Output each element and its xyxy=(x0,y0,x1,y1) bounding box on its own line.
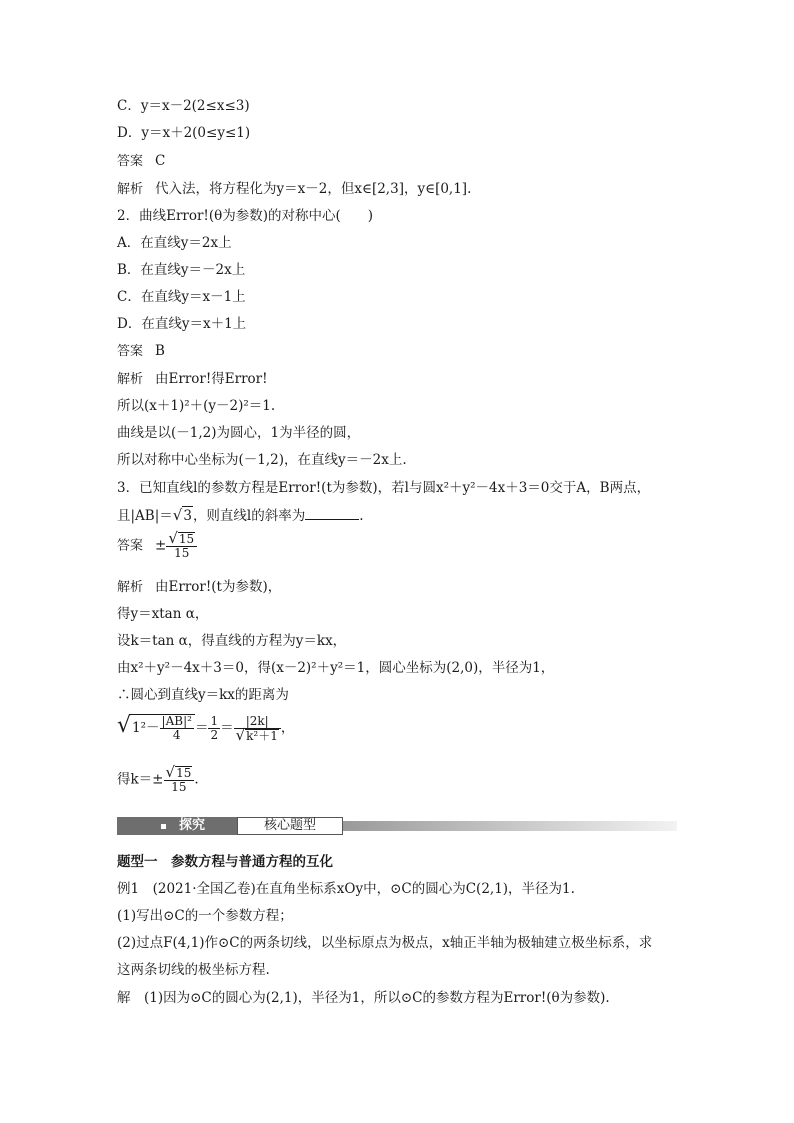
answer-2 xyxy=(117,342,165,361)
solution: 解 (1)因为⊙C的圆心为(2,1)，半径为1，所以⊙C的参数方程为Error!(θ为参数). xyxy=(117,990,610,1006)
answer-blank xyxy=(305,507,359,520)
step-line: ∴圆心到直线y＝kx的距离为 xyxy=(117,687,289,703)
banner-right-label: 核心题型 xyxy=(237,817,343,835)
section-banner xyxy=(117,817,677,835)
answer-value: C xyxy=(155,153,166,169)
text-segment: 且|AB|＝ xyxy=(117,508,173,524)
analysis-3 xyxy=(117,578,281,597)
numerator: 15 xyxy=(178,532,195,546)
answer-label: 答案 xyxy=(117,344,144,359)
fraction: $\frac{√15}{15}$ xyxy=(164,766,195,794)
banner-left-label: 探究 xyxy=(179,818,206,833)
option-2a: A．在直线y＝2x上 xyxy=(117,235,232,251)
numerator: |AB|² xyxy=(161,714,192,728)
section-title: 题型一 参数方程与普通方程的互化 xyxy=(117,854,333,870)
answer-label: 答案 xyxy=(117,154,144,169)
denominator: 4 xyxy=(172,728,181,742)
equals: ＝ xyxy=(220,720,234,736)
analysis-label: 解析 xyxy=(117,182,144,197)
sqrt-sign: √ xyxy=(172,506,183,524)
answer-value: B xyxy=(155,343,165,359)
equals: ＝ xyxy=(194,720,209,736)
analysis-text: 代入法，将方程化为y＝x－2，但x∈[2,3]，y∈[0,1]. xyxy=(155,181,472,197)
text-segment: . xyxy=(194,771,199,788)
numerator: 1 xyxy=(210,714,219,728)
answer-3 xyxy=(117,529,197,560)
radicand: k²＋1 xyxy=(246,728,278,743)
example-1-part2: (2)过点F(4,1)作⊙C的两条切线，以坐标原点为极点，x轴正半轴为极轴建立极坐标系，求 xyxy=(117,935,653,951)
analysis-label: 解析 xyxy=(117,580,144,595)
answer-1 xyxy=(117,152,165,171)
sqrt-sign: √ xyxy=(117,713,132,738)
denominator: 15 xyxy=(174,546,190,560)
example-1-part2-cont: 这两条切线的极坐标方程. xyxy=(117,962,270,978)
analysis-2 xyxy=(117,370,268,389)
step-line: 曲线是以(－1,2)为圆心，1为半径的圆， xyxy=(117,425,361,441)
step-line: 设k＝tan α，得直线的方程为y＝kx， xyxy=(117,633,347,649)
text-segment: ，则直线l的斜率为 xyxy=(192,508,306,524)
text-segment: 1²－ xyxy=(132,720,160,736)
option-c: C．y＝x－2(2≤x≤3) xyxy=(117,98,250,114)
banner-bar xyxy=(117,817,237,835)
sqrt-value: 3 xyxy=(183,508,192,524)
denominator: 15 xyxy=(171,780,187,794)
option-2b: B．在直线y＝－2x上 xyxy=(117,262,246,278)
fraction: $\frac{√15}{15}$ xyxy=(166,532,197,560)
fraction xyxy=(160,715,194,742)
step-line: 得y＝xtan α， xyxy=(117,606,209,622)
numerator: 15 xyxy=(176,766,192,780)
analysis-text: 由Error!(t为参数)， xyxy=(155,579,282,595)
distance-equation xyxy=(117,714,294,743)
denominator: √k²＋1 xyxy=(235,725,278,744)
option-2c: C．在直线y＝x－1上 xyxy=(117,289,246,305)
example-1: 例1 (2021·全国乙卷)在直角坐标系xOy中，⊙C的圆心为C(2,1)，半径为1. xyxy=(117,881,575,897)
radicand xyxy=(131,714,195,742)
text-segment: . xyxy=(359,508,364,524)
fraction xyxy=(234,715,281,743)
denominator: 2 xyxy=(210,728,219,742)
numerator: |2k| xyxy=(234,715,281,729)
answer-label: 答案 xyxy=(117,538,144,554)
question-2: 2．曲线Error!(θ为参数)的对称中心( ) xyxy=(117,208,374,224)
plus-minus: ± xyxy=(155,537,167,554)
option-d: D．y＝x＋2(0≤y≤1) xyxy=(117,125,251,141)
result-line xyxy=(117,763,199,794)
step-line: 所以(x＋1)²＋(y－2)²＝1. xyxy=(117,398,276,414)
question-3: 3．已知直线l的参数方程是Error!(t为参数)，若l与圆x²＋y²－4x＋3＝0交于A，B两点， xyxy=(117,480,651,496)
banner-gradient xyxy=(343,821,677,831)
step-line: 所以对称中心坐标为(－1,2)，在直线y＝－2x上. xyxy=(117,452,407,468)
square-icon xyxy=(161,824,166,829)
example-1-part1: (1)写出⊙C的一个参数方程； xyxy=(117,908,293,924)
analysis-label: 解析 xyxy=(117,372,144,387)
text-segment: ， xyxy=(280,720,295,736)
option-2d: D．在直线y＝x＋1上 xyxy=(117,316,247,332)
analysis-text: 由Error!得Error! xyxy=(155,371,268,387)
question-3-cont xyxy=(117,506,364,525)
fraction xyxy=(208,715,220,742)
step-line: 由x²＋y²－4x＋3＝0，得(x－2)²＋y²＝1，圆心坐标为(2,0)，半径为1， xyxy=(117,660,555,676)
text-segment: 得k＝± xyxy=(117,771,164,788)
analysis-1 xyxy=(117,180,471,199)
